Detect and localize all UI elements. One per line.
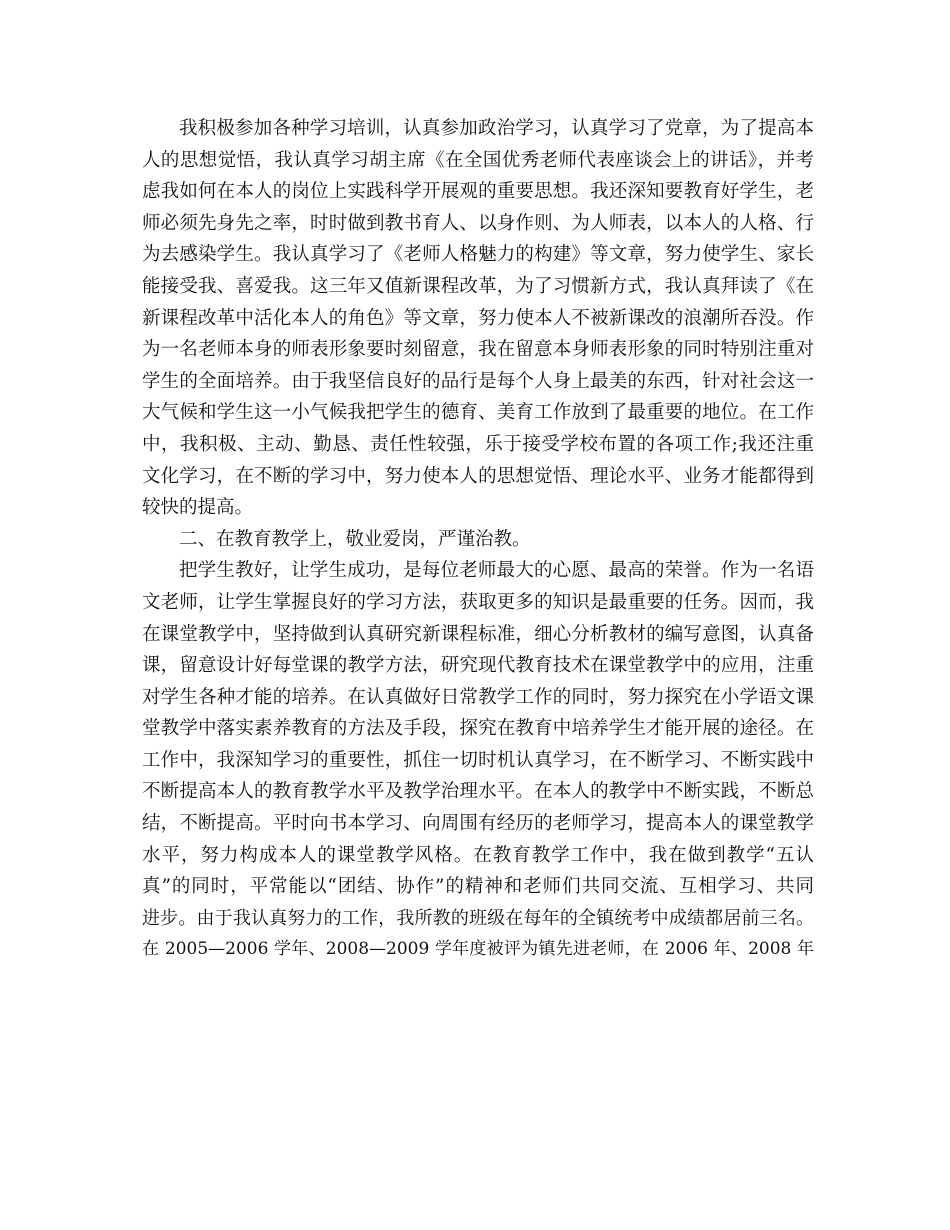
- paragraph-line: 结，不断提高。平时向书本学习、向周围有经历的老师学习，提高本人的课堂教学: [142, 813, 814, 835]
- paragraph-line: 大气候和学生这一小气候我把学生的德育、美育工作放到了最重要的地位。在工作: [142, 402, 814, 424]
- paragraph-line: 为去感染学生。我认真学习了《老师人格魅力的构建》等文章，努力使学生、家长: [142, 244, 814, 266]
- paragraph-line: 课，留意设计好每堂课的教学方法，研究现代教育技术在课堂教学中的应用，注重: [142, 655, 814, 677]
- paragraph-line: 文化学习，在不断的学习中，努力使本人的思想觉悟、理论水平、业务才能都得到: [142, 465, 814, 487]
- paragraph-line: 工作中，我深知学习的重要性，抓住一切时机认真学习，在不断学习、不断实践中: [142, 749, 814, 771]
- paragraph-line: 进步。由于我认真努力的工作，我所教的班级在每年的全镇统考中成绩都居前三名。: [142, 907, 814, 929]
- paragraph-line: 在 2005—2006 学年、2008—2009 学年度被评为镇先进老师，在 2006 年、2008 年: [142, 939, 814, 960]
- paragraph-line: 人的思想觉悟，我认真学习胡主席《在全国优秀老师代表座谈会上的讲话》，并考: [142, 149, 814, 171]
- paragraph-line: 师必须先身先之率，时时做到教书育人、以身作则、为人师表，以本人的人格、行: [142, 212, 814, 234]
- paragraph-line: 水平，努力构成本人的课堂教学风格。在教育教学工作中，我在做到教学“五认: [142, 844, 814, 866]
- document-body: [142, 113, 814, 966]
- paragraph-line: 对学生各种才能的培养。在认真做好日常教学工作的同时，努力探究在小学语文课: [142, 686, 814, 708]
- paragraph-line: 在课堂教学中，坚持做到认真研究新课程标准，细心分析教材的编写意图，认真备: [142, 623, 814, 645]
- paragraph-line: 堂教学中落实素养教育的方法及手段，探究在教育中培养学生才能开展的途径。在: [142, 718, 814, 740]
- paragraph-line: 把学生教好，让学生成功，是每位老师最大的心愿、最高的荣誉。作为一名语: [179, 560, 814, 582]
- paragraph-line: 较快的提高。: [142, 497, 254, 519]
- paragraph-line: 不断提高本人的教育教学水平及教学治理水平。在本人的教学中不断实践，不断总: [142, 781, 814, 803]
- paragraph-line: 虑我如何在本人的岗位上实践科学开展观的重要思想。我还深知要教育好学生，老: [142, 181, 814, 203]
- paragraph-line: 中，我积极、主动、勤恳、责任性较强，乐于接受学校布置的各项工作;我还注重: [142, 433, 814, 455]
- paragraph-line: 我积极参加各种学习培训，认真参加政治学习，认真学习了党章，为了提高本: [179, 118, 814, 139]
- paragraph-line: 文老师，让学生掌握良好的学习方法，获取更多的知识是最重要的任务。因而，我: [142, 591, 814, 613]
- paragraph-line: 能接受我、喜爱我。这三年又值新课程改革，为了习惯新方式，我认真拜读了《在: [142, 275, 814, 297]
- paragraph-line: 为一名老师本身的师表形象要时刻留意，我在留意本身师表形象的同时特别注重对: [142, 339, 814, 361]
- paragraph-line: 真”的同时，平常能以“团结、协作”的精神和老师们共同交流、互相学习、共同: [142, 876, 814, 898]
- paragraph-line: 新课程改革中活化本人的角色》等文章，努力使本人不被新课改的浪潮所吞没。作: [142, 307, 814, 329]
- paragraph-line: 学生的全面培养。由于我坚信良好的品行是每个人身上最美的东西，针对社会这一: [142, 370, 814, 392]
- section-heading: 二、在教育教学上，敬业爱岗，严谨治教。: [179, 528, 531, 550]
